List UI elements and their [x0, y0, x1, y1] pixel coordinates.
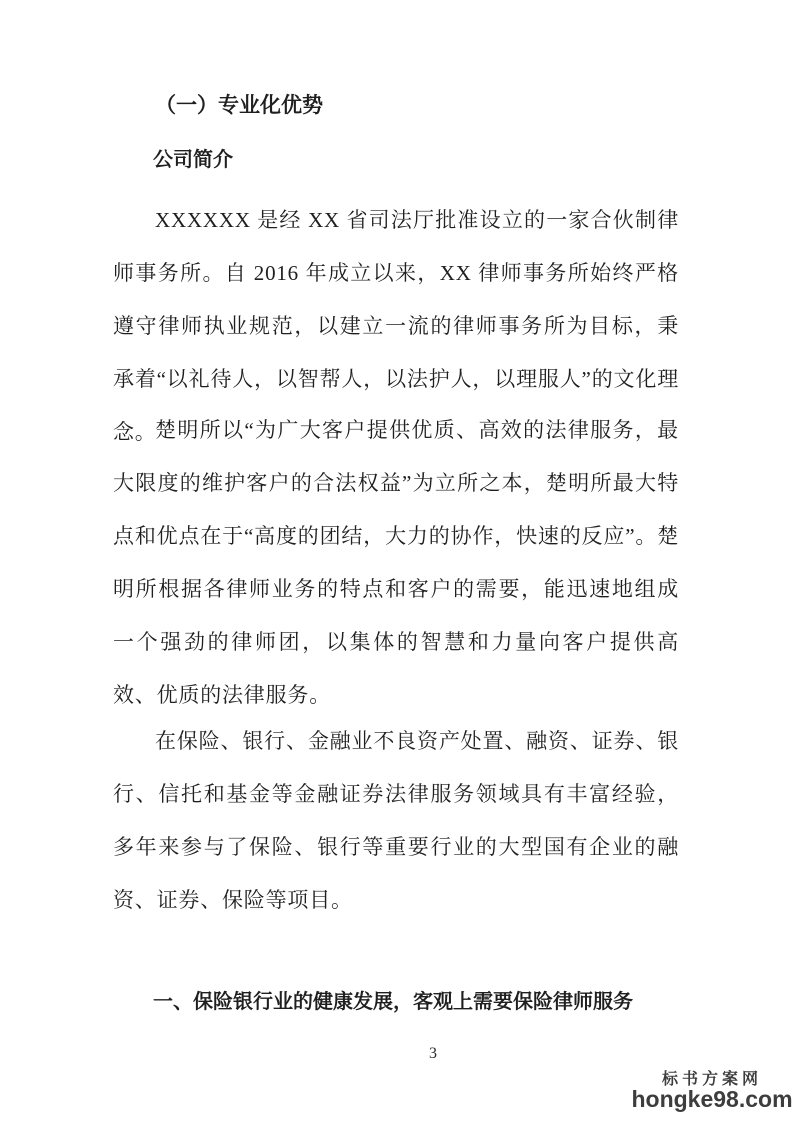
paragraph-company-intro: XXXXXX 是经 XX 省司法厅批准设立的一家合伙制律师事务所。自 2016 年成立以来，XX 律师事务所始终严格遵守律师执业规范，以建立一流的律师事务所为目标，秉承着“以礼待人，以智帮人，以法护人，以理服人”的文化理念。 — [113, 208, 679, 444]
watermark — [627, 1070, 794, 1110]
chapter-heading: 一、保险银行业的健康发展，客观上需要保险律师服务 — [153, 991, 633, 1013]
paragraph-finance-experience: 在保险、银行、金融业不良资产处置、融资、证券、银行、信托和基金等金融证券法律服务领域具有丰富经验，多年来参与了保险、银行等重要行业的大型国有企业的融资、证券、保险等项目。 — [113, 729, 679, 912]
section-heading: （一）专业化优势 — [155, 93, 323, 117]
page-number: 3 — [429, 1045, 437, 1062]
subsection-heading: 公司简介 — [153, 149, 233, 171]
paragraph-firm-philosophy: 楚明所以“为广大客户提供优质、高效的法律服务，最大限度的维护客户的合法权益”为立所之本，楚明所最大特点和优点在于“高度的团结，大力的协作，快速的反应”。楚明所根据各律师业务的特点和客户的需要，能迅速地组成一个强劲的律师团，以集体的智慧和力量向客户提供高效、优质的法律服务。 — [113, 418, 679, 707]
watermark-domain: hongke98.com — [631, 1086, 793, 1112]
watermark-site-name: 标书方案网 — [661, 1071, 762, 1088]
